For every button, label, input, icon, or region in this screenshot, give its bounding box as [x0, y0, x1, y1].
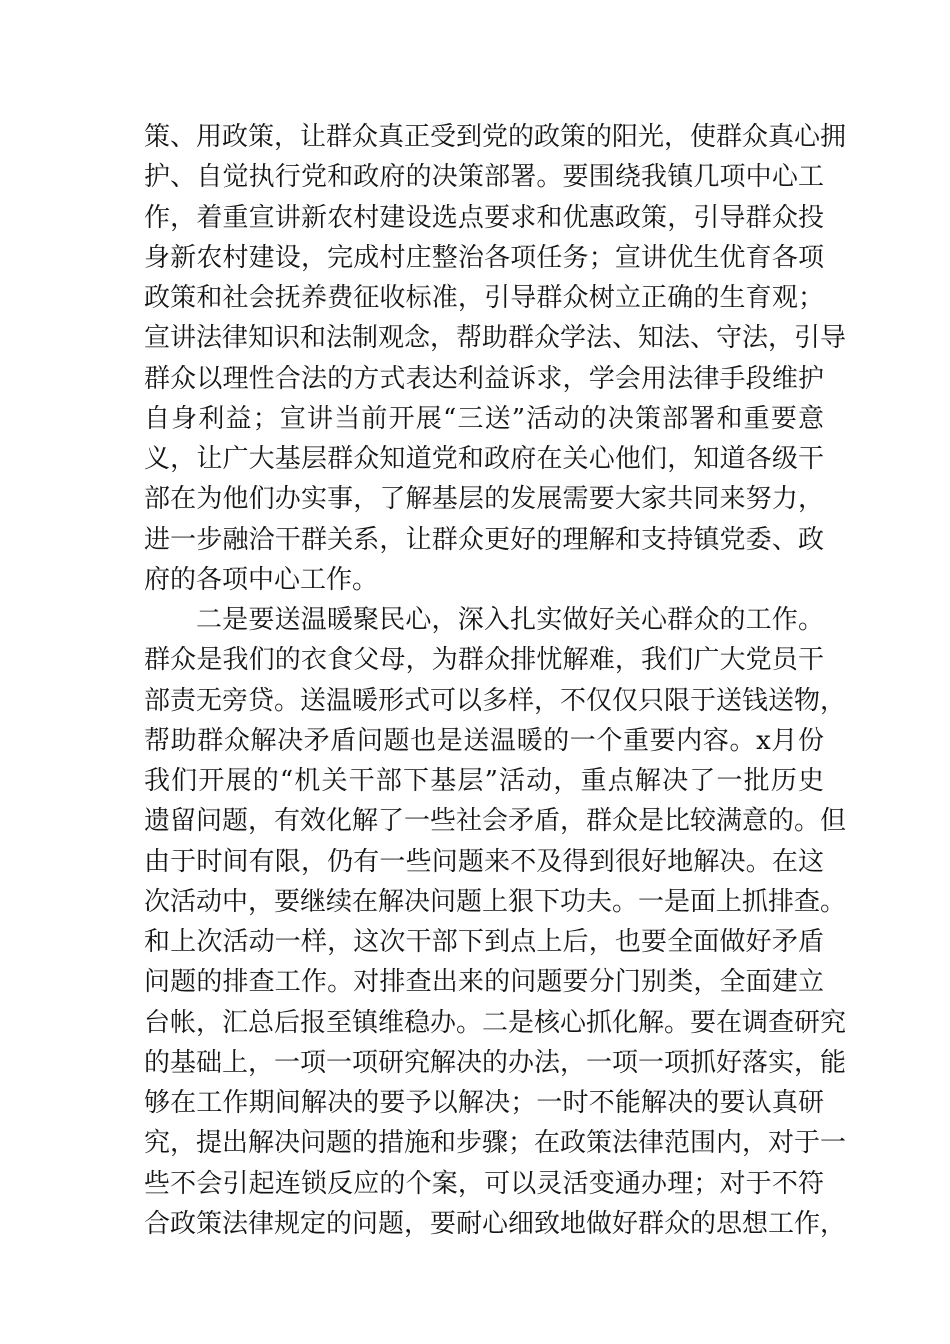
text-line: 政策和社会抚养费征收标准，引导群众树立正确的生育观；: [144, 283, 824, 313]
text-line: 究，提出解决问题的措施和步骤；在政策法律范围内，对于一: [144, 1128, 847, 1159]
text-line: 义，让广大基层群众知道党和政府在关心他们，知道各级干: [144, 444, 824, 474]
text-line: 遗留问题，有效化解了一些社会矛盾，群众是比较满意的。但: [144, 806, 847, 837]
text-line: 进一步融洽干群关系，让群众更好的理解和支持镇党委、政: [144, 524, 824, 555]
text-line: 次活动中，要继续在解决问题上狠下功夫。一是面上抓排查。: [144, 886, 847, 917]
text-line: 作，着重宣讲新农村建设选点要求和优惠政策，引导群众投: [144, 202, 824, 233]
text-line: 的基础上，一项一项研究解决的办法，一项一项抓好落实，能: [144, 1047, 847, 1078]
body-text: [144, 117, 847, 1244]
text-line: 群众以理性合法的方式表达利益诉求，学会用法律手段维护: [144, 363, 824, 394]
text-line: 宣讲法律知识和法制观念，帮助群众学法、知法、守法，引导: [144, 323, 847, 354]
text-line: 够在工作期间解决的要予以解决；一时不能解决的要认真研: [144, 1088, 824, 1118]
text-line: 群众是我们的衣食父母，为群众排忧解难，我们广大党员干: [144, 645, 824, 676]
text-line: 我们开展的“机关干部下基层”活动，重点解决了一批历史: [144, 766, 824, 796]
text-line: 护、自觉执行党和政府的决策部署。要围绕我镇几项中心工: [144, 162, 824, 193]
text-line: 问题的排查工作。对排查出来的问题要分门别类，全面建立: [144, 967, 824, 998]
text-line: 部责无旁贷。送温暖形式可以多样，不仅仅只限于送钱送物，: [144, 685, 847, 716]
text-line: 帮助群众解决矛盾问题也是送温暖的一个重要内容。x月份: [144, 725, 824, 756]
text-line: 台帐，汇总后报至镇维稳办。二是核心抓化解。要在调查研究: [144, 1007, 847, 1038]
text-line: 部在为他们办实事，了解基层的发展需要大家共同来努力，: [144, 484, 824, 515]
text-line: 自身利益；宣讲当前开展“三送”活动的决策部署和重要意: [144, 403, 824, 434]
text-line: 策、用政策，让群众真正受到党的政策的阳光，使群众真心拥: [144, 122, 847, 152]
text-line: 些不会引起连锁反应的个案，可以灵活变通办理；对于不符: [144, 1168, 824, 1199]
text-line: 身新农村建设，完成村庄整治各项任务；宣讲优生优育各项: [144, 242, 824, 273]
text-line: 合政策法律规定的问题，要耐心细致地做好群众的思想工作，: [144, 1208, 847, 1239]
text-line: 和上次活动一样，这次干部下到点上后，也要全面做好矛盾: [144, 927, 824, 957]
paragraph-end-line: 府的各项中心工作。: [144, 564, 379, 595]
paragraph-first-line: 二是要送温暖聚民心，深入扎实做好关心群众的工作。: [196, 605, 824, 635]
text-line: 由于时间有限，仍有一些问题来不及得到很好地解决。在这: [144, 846, 824, 877]
